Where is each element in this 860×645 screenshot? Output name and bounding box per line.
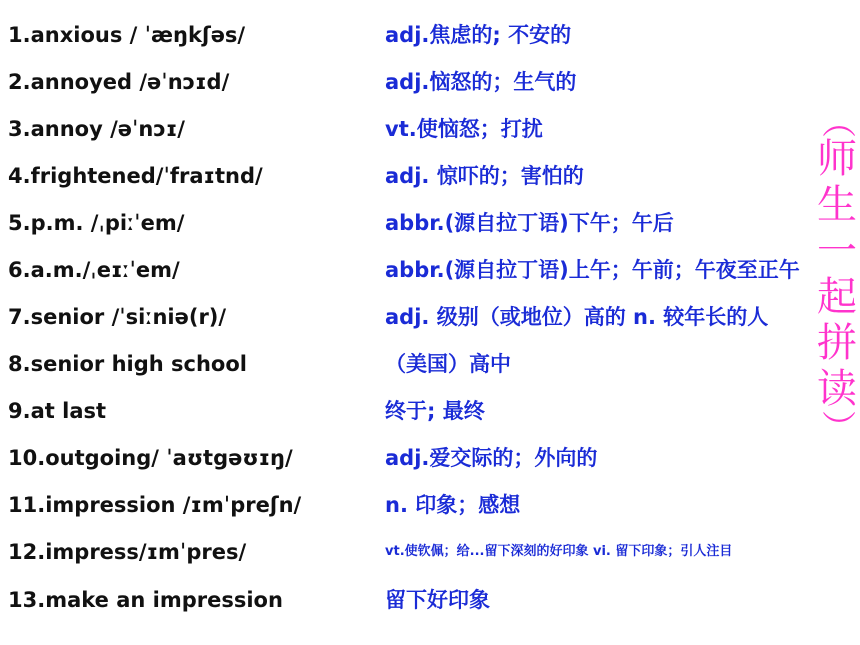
chinese-meaning: abbr.(源自拉丁语)下午；午后: [385, 211, 674, 235]
english-term: 9.at last: [8, 399, 107, 423]
vocab-row-8: [0, 344, 860, 384]
vocab-row-4: [0, 156, 860, 196]
chinese-meaning: adj.焦虑的; 不安的: [385, 23, 572, 47]
vocab-row-13: [0, 580, 860, 620]
note-char: 拼: [817, 320, 857, 366]
note-char: 读: [817, 366, 857, 412]
chinese-meaning: adj.爱交际的；外向的: [385, 446, 598, 470]
chinese-meaning: （美国）高中: [385, 352, 511, 376]
english-term: 6.a.m./ˌeɪːˈem/: [8, 258, 180, 282]
vocab-row-9: [0, 391, 860, 431]
english-term: 1.anxious / ˈæŋkʃəs/: [8, 23, 246, 47]
chinese-meaning: abbr.(源自拉丁语)上午；午前；午夜至正午: [385, 258, 800, 282]
english-term: 4.frightened/ˈfraɪtnd/: [8, 164, 263, 188]
note-char: 生: [817, 182, 857, 228]
chinese-meaning: adj. 惊吓的；害怕的: [385, 164, 584, 188]
vocab-row-1: [0, 15, 860, 55]
chinese-meaning: vt.使恼怒；打扰: [385, 117, 543, 141]
note-char: 一: [817, 228, 857, 274]
english-term: 5.p.m. /ˌpiːˈem/: [8, 211, 185, 235]
english-term: 2.annoyed /əˈnɔɪd/: [8, 70, 230, 94]
note-char: 起: [817, 274, 857, 320]
vocab-row-3: [0, 109, 860, 149]
vocab-row-12: [0, 532, 860, 572]
chinese-meaning: 留下好印象: [385, 588, 490, 612]
vocab-row-6: [0, 250, 860, 290]
vocab-row-10: [0, 438, 860, 478]
vocab-row-7: [0, 297, 860, 337]
chinese-meaning: adj. 级别（或地位）高的 n. 较年长的人: [385, 305, 769, 329]
note-char: 师: [817, 136, 857, 182]
read-together-note: [814, 106, 860, 442]
chinese-meaning: vt.使钦佩；给...留下深刻的好印象 vi. 留下印象；引人注目: [385, 544, 733, 559]
chinese-meaning: n. 印象；感想: [385, 493, 521, 517]
english-term: 8.senior high school: [8, 352, 247, 376]
chinese-meaning: adj.恼怒的；生气的: [385, 70, 577, 94]
english-term: 10.outgoing/ ˈaʊtgəʊɪŋ/: [8, 446, 293, 470]
chinese-meaning: 终于; 最终: [385, 399, 485, 423]
close-paren: ）: [817, 410, 857, 444]
english-term: 13.make an impression: [8, 588, 283, 612]
english-term: 7.senior /ˈsiːniə(r)/: [8, 305, 227, 329]
vocab-row-2: [0, 62, 860, 102]
vocab-row-5: [0, 203, 860, 243]
english-term: 11.impression /ɪmˈpreʃn/: [8, 493, 302, 517]
open-paren: （: [817, 104, 857, 138]
english-term: 12.impress/ɪmˈpres/: [8, 540, 247, 564]
vocab-row-11: [0, 485, 860, 525]
english-term: 3.annoy /əˈnɔɪ/: [8, 117, 185, 141]
